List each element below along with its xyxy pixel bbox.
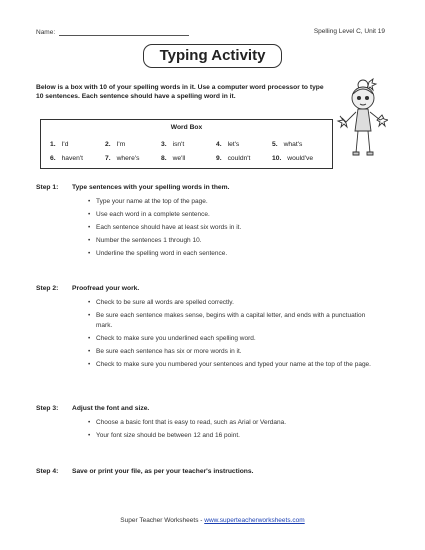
word-item: 1. I'd: [50, 141, 69, 148]
word-item: 9. couldn't: [216, 155, 251, 162]
list-item: • Be sure each sentence has six or more words in it.: [96, 347, 396, 357]
step-number: Step 4:: [36, 468, 59, 475]
word-item: 6. haven't: [50, 155, 83, 162]
list-item: • Underline the spelling word in each sentence.: [96, 249, 396, 259]
list-item: • Number the sentences 1 through 10.: [96, 236, 396, 246]
footer: [0, 517, 425, 524]
list-item: • Choose a basic font that is easy to read, such as Arial or Verdana.: [96, 418, 396, 428]
intro-text: Below is a box with 10 of your spelling words in it. Use a computer word processor to type 10 sentences. Each sentence should have a spelling word in it.: [36, 84, 324, 101]
word-box: [40, 119, 333, 169]
word-item: 4. let's: [216, 141, 240, 148]
step-title: Adjust the font and size.: [72, 405, 150, 412]
list-item: • Type your name at the top of the page.: [96, 197, 396, 207]
footer-link[interactable]: www.superteacherworksheets.com: [204, 517, 305, 524]
word-item: 5. what's: [272, 141, 303, 148]
word-item: 10. would've: [272, 155, 314, 162]
list-item: • Check to make sure you underlined each spelling word.: [96, 334, 396, 344]
list-item: • Check to be sure all words are spelled correctly.: [96, 298, 396, 308]
list-item: • Each sentence should have at least six words in it.: [96, 223, 396, 233]
list-item: • Check to make sure you numbered your sentences and typed your name at the top of the page.: [96, 360, 378, 370]
word-item: 2. I'm: [105, 141, 126, 148]
step-number: Step 2:: [36, 285, 59, 292]
unit-label: Spelling Level C, Unit 19: [313, 28, 385, 35]
list-item: • Use each word in a complete sentence.: [96, 210, 396, 220]
name-line: [59, 28, 189, 36]
step-title: Proofread your work.: [72, 285, 140, 292]
word-item: 3. isn't: [161, 141, 185, 148]
footer-text: Super Teacher Worksheets -: [120, 517, 205, 524]
word-box-title: Word Box: [170, 124, 203, 131]
step-title: Type sentences with your spelling words in them.: [72, 184, 230, 191]
girl-character-icon: [336, 76, 388, 168]
list-item: • Your font size should be between 12 and 16 point.: [96, 431, 396, 441]
word-item: 7. where's: [105, 155, 140, 162]
step-number: Step 1:: [36, 184, 59, 191]
page-title: Typing Activity: [143, 44, 283, 68]
step-title: Save or print your file, as per your teacher's instructions.: [72, 468, 254, 475]
name-label: Name:: [36, 29, 56, 36]
step-number: Step 3:: [36, 405, 59, 412]
word-item: 8. we'll: [161, 155, 186, 162]
list-item: • Be sure each sentence makes sense, begins with a capital letter, and ends with a punctuation mark.: [96, 311, 378, 330]
header-name-field: [36, 28, 189, 36]
title-container: [0, 44, 425, 68]
